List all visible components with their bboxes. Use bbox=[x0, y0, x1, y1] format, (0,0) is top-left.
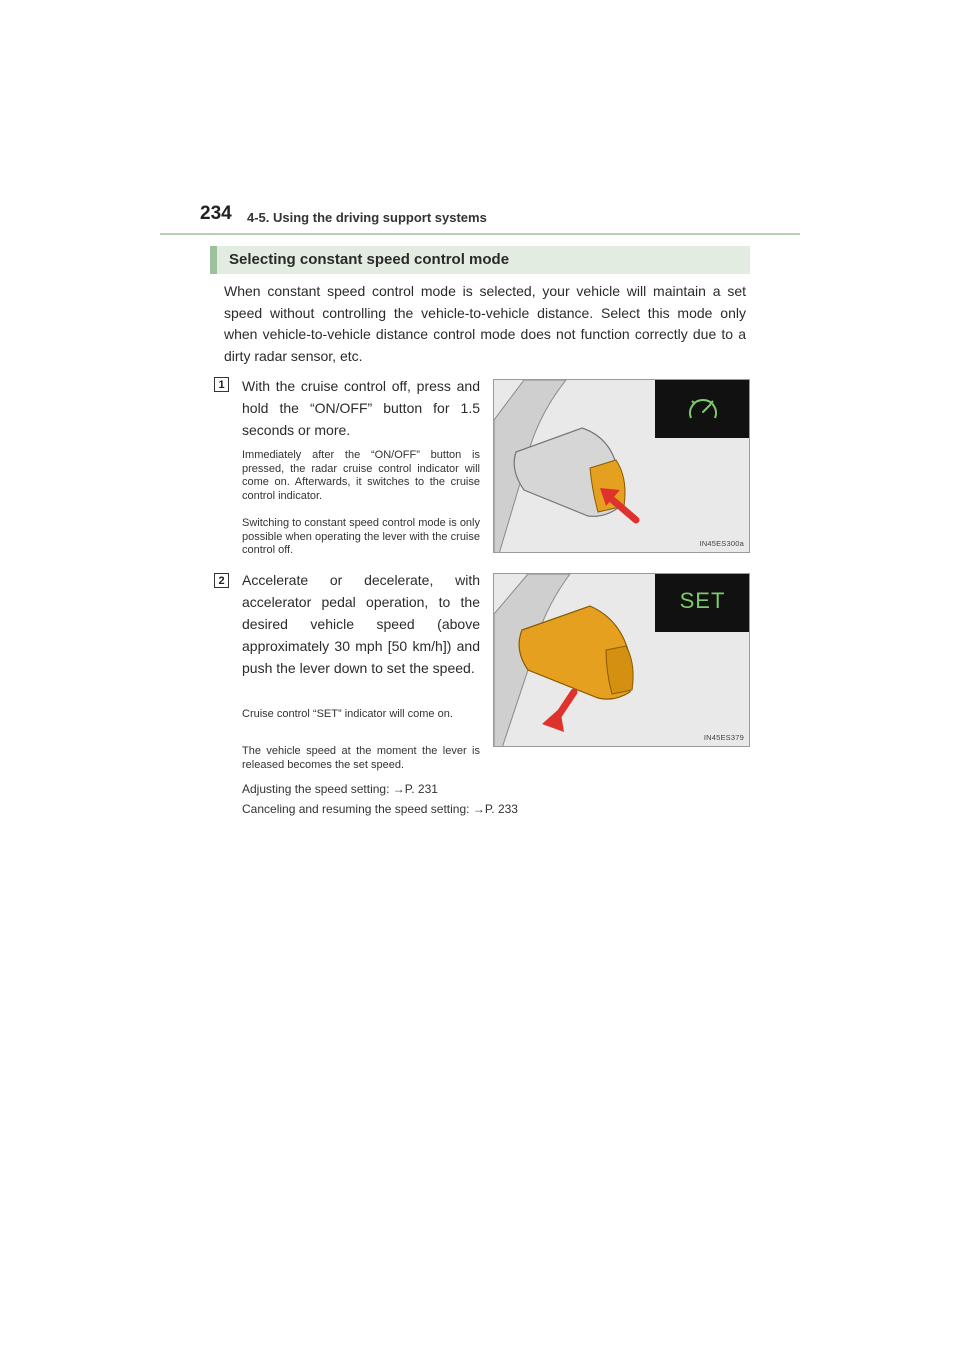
reference-adjusting: Adjusting the speed setting: →P. 231 bbox=[242, 782, 438, 796]
heading-text: Selecting constant speed control mode bbox=[229, 251, 510, 268]
indicator-panel-1 bbox=[655, 380, 750, 438]
step-2-note-1: Cruise control “SET” indicator will come on. bbox=[242, 708, 453, 720]
figure-2 bbox=[493, 573, 750, 747]
step-badge-2: 2 bbox=[214, 573, 229, 588]
cruise-control-indicator-icon bbox=[655, 380, 750, 438]
step-1-text: With the cruise control off, press and hold the “ON/OFF” button for 1.5 seconds or more. bbox=[242, 378, 480, 438]
step-1-note-2: Switching to constant speed control mode is only possible when operating the lever with the cruise control off. bbox=[242, 517, 480, 556]
section-title: 4-5. Using the driving support systems bbox=[247, 210, 487, 225]
step-badge-1: 1 bbox=[214, 377, 229, 392]
set-indicator-text: SET bbox=[679, 588, 726, 613]
step-2-note-2: The vehicle speed at the moment the lever is released becomes the set speed. bbox=[242, 745, 480, 771]
step-2-text: Accelerate or decelerate, with accelerator pedal operation, to the desired vehicle speed (above approximately 30 mph [50 km/h]) and push the lever down to set the speed. bbox=[242, 572, 480, 676]
reference-canceling: Canceling and resuming the speed setting: →P. 233 bbox=[242, 802, 518, 816]
indicator-panel-2 bbox=[655, 574, 750, 632]
intro-paragraph: When constant speed control mode is selected, your vehicle will maintain a set speed without controlling the vehicle-to-vehicle distance. Select this mode only when vehicle-to-vehicle distance control mode does not function correctly due to a dirty radar sensor, etc. bbox=[224, 283, 746, 364]
figure-2-code: IN45ES379 bbox=[703, 733, 744, 742]
figure-1-code: IN45ES300a bbox=[699, 539, 744, 548]
figure-1 bbox=[493, 379, 750, 553]
step-1-note-1: Immediately after the “ON/OFF” button is pressed, the radar cruise control indicator will come on. Afterwards, it switches to the cruise control indicator. bbox=[242, 449, 480, 502]
page-number: 234 bbox=[200, 203, 232, 224]
header-rule bbox=[160, 233, 800, 235]
heading-bar bbox=[210, 246, 750, 274]
